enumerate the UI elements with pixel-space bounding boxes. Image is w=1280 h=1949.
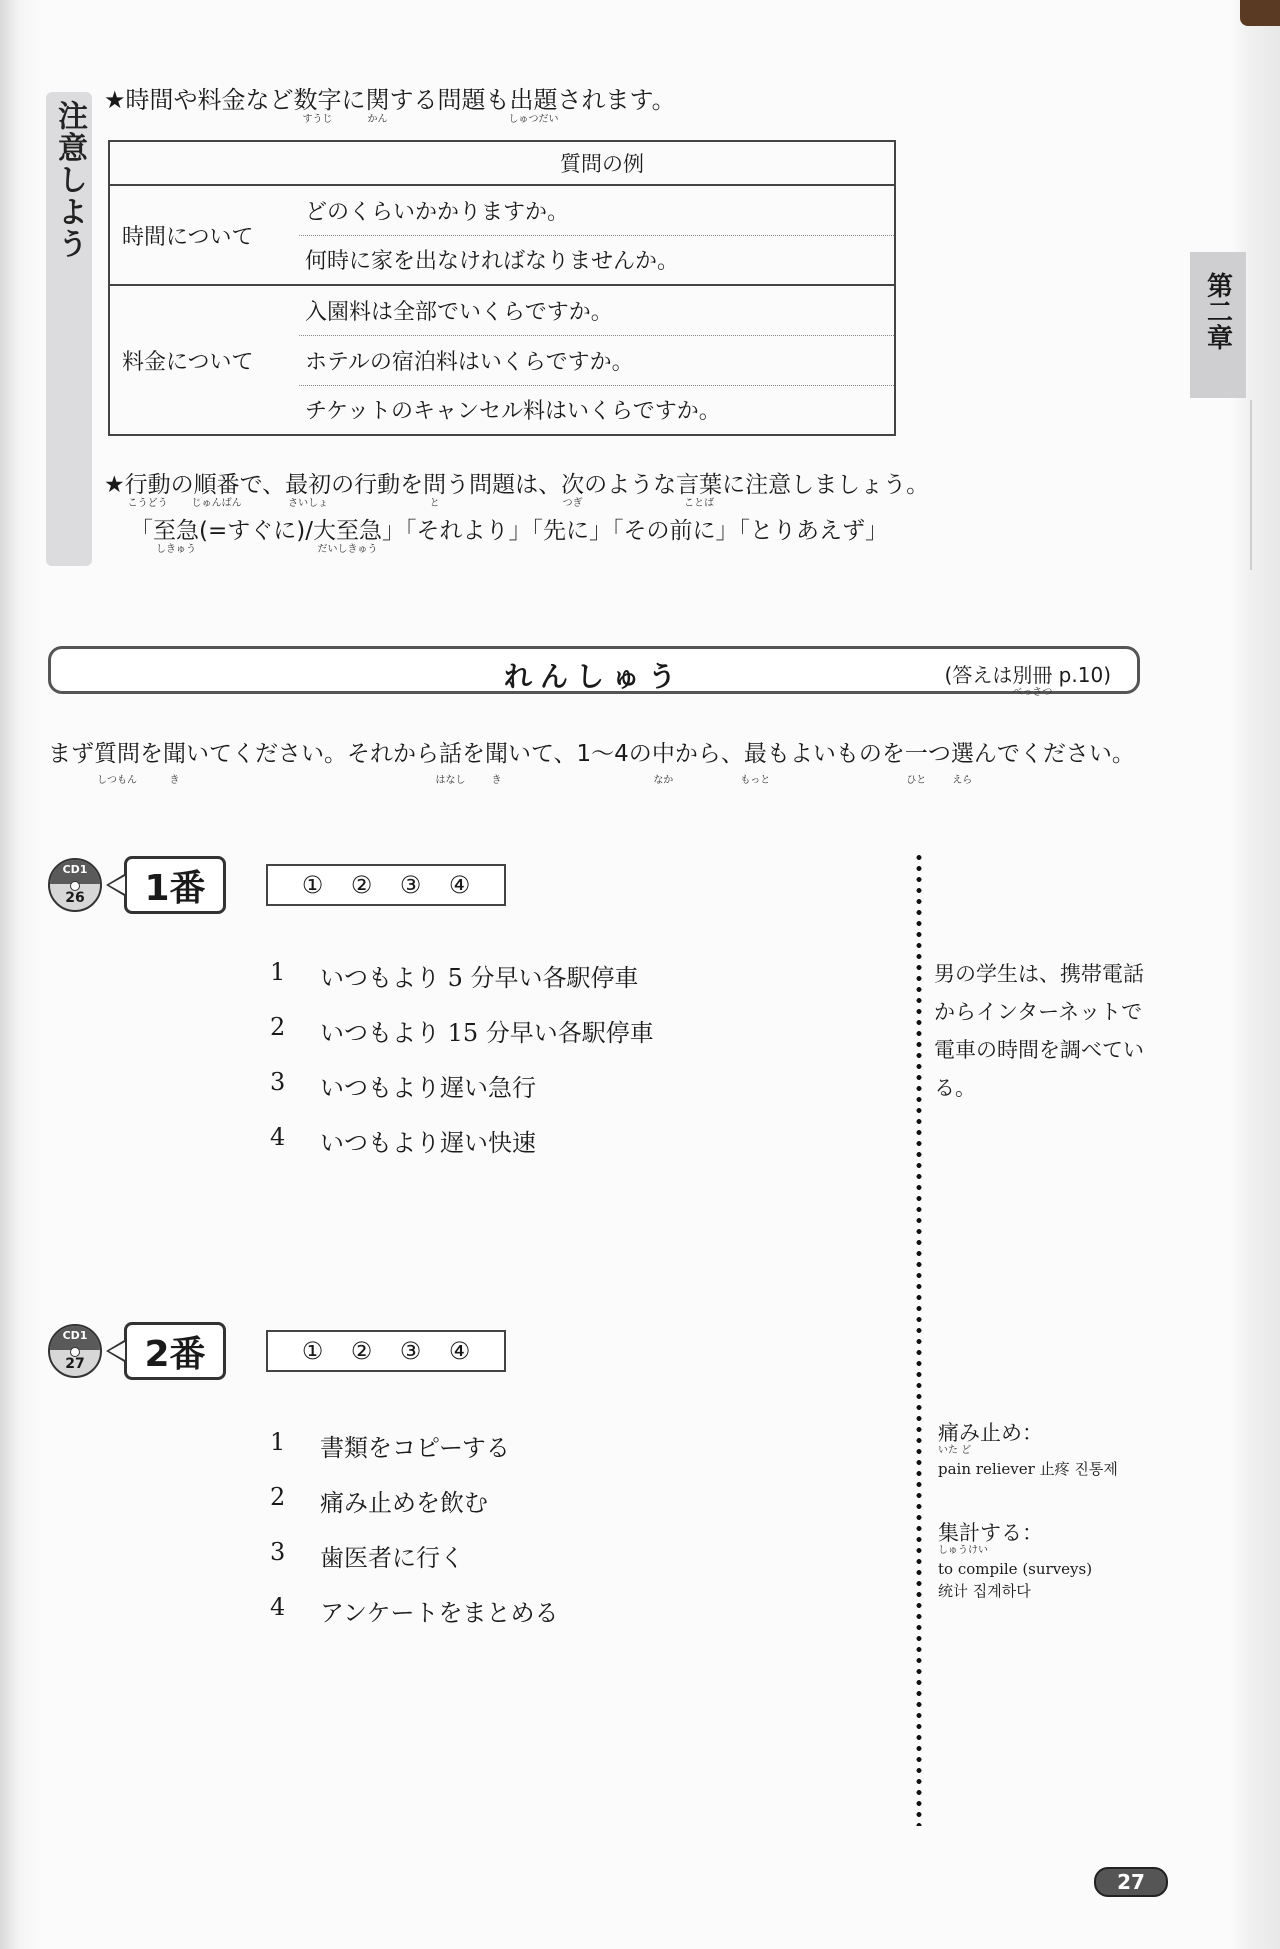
text-run: されます。: [557, 86, 676, 114]
practice-title: れんしゅう: [503, 660, 684, 693]
text-run: で、: [239, 472, 286, 498]
ruby-word: 数字 すうじ: [293, 86, 342, 125]
ruby-text: いた ど: [938, 1445, 972, 1456]
text-run: に注意しましょう。: [722, 472, 930, 498]
choice-3[interactable]: ③: [399, 1337, 422, 1365]
ref-prefix: (答えは: [944, 663, 1013, 687]
option-text: いつもより遅い快速: [320, 1129, 536, 1157]
term-text: 痛み止め：: [938, 1421, 1043, 1445]
chapter-label: 第二章: [1202, 272, 1233, 350]
problem-2-options: [270, 1428, 559, 1648]
option-text: 歯医者に行く: [320, 1544, 464, 1572]
option-number: 2: [270, 1483, 286, 1511]
text-run: (=すぐに)/: [199, 518, 313, 544]
choice-1[interactable]: ①: [301, 1337, 324, 1365]
term-text: 集計する：: [938, 1521, 1043, 1545]
ruby-text: と: [429, 498, 440, 509]
problem-1-header: [48, 856, 506, 914]
text-run: いて、1～4の: [508, 741, 652, 767]
option-number: 1: [270, 958, 286, 986]
table-row: チケットのキャンセル料はいくらですか。: [305, 399, 721, 425]
table-row: 入園料は全部でいくらですか。: [299, 285, 895, 335]
problem-1-options: [270, 958, 654, 1178]
glossary-definition: pain reliever 止疼 진통제: [938, 1460, 1118, 1478]
ruby-text: さいしょ: [288, 498, 329, 509]
dotted-divider: [916, 852, 922, 1826]
ruby-word: 至急 しきゅう: [153, 518, 199, 555]
table-header: 質問の例: [109, 141, 895, 185]
ruby-text: しゅうけい: [938, 1545, 988, 1556]
cd-label: CD1: [50, 860, 100, 884]
choice-4[interactable]: ④: [448, 871, 471, 899]
ruby-text: えら: [952, 775, 973, 786]
table-row: ホテルの宿泊料はいくらですか。: [299, 335, 895, 385]
caution-tab: [46, 92, 92, 566]
ruby-text: じゅんばん: [191, 498, 242, 509]
text-run: 「: [130, 518, 153, 544]
option-text: 痛み止めを飲む: [320, 1489, 488, 1517]
text-run: を: [462, 741, 485, 767]
ruby-word: 問 と: [423, 472, 447, 509]
text-run: う問題は、: [446, 472, 562, 498]
option-number: 4: [270, 1593, 286, 1621]
text-run: を: [140, 741, 163, 767]
option-number: 3: [270, 1538, 286, 1566]
problem-number: 1番: [124, 856, 226, 914]
glossary-term: [938, 1520, 1043, 1556]
text-run: いてください。それから: [186, 741, 439, 767]
ruby-word: 言葉 ことば: [676, 472, 723, 509]
list-item: [270, 1428, 559, 1483]
ruby-text: かん: [367, 114, 388, 125]
text-run: のような: [584, 472, 677, 498]
table-row: どのくらいかかりますか。: [299, 185, 895, 235]
list-item: [270, 1593, 559, 1648]
option-text: いつもより 15 分早い各駅停車: [320, 1019, 654, 1047]
ruby-text: すうじ: [302, 114, 333, 125]
glossary-item: [938, 1520, 1158, 1602]
ruby-text: なか: [653, 775, 674, 786]
text-run: の: [170, 472, 194, 498]
option-text: 書類をコピーする: [320, 1434, 510, 1462]
answer-choices: [266, 864, 506, 906]
note-action-order: [104, 466, 930, 509]
text-run: もよいものを: [766, 741, 905, 767]
ref-word-text: 別冊: [1012, 663, 1053, 687]
ruby-text: しつもん: [97, 775, 137, 786]
ruby-text: しきゅう: [156, 544, 196, 555]
caution-tab-label: 注意しよう: [52, 100, 87, 260]
note-numbers: [104, 80, 676, 125]
text-run: する問題も: [389, 86, 510, 114]
ruby-text: はなし: [435, 775, 466, 786]
list-item: [270, 1013, 654, 1068]
ruby-word: 中 なか: [651, 741, 675, 786]
ruby-word: 聞 き: [163, 741, 186, 786]
ref-suffix: p.10): [1052, 663, 1111, 687]
ruby-word: 最 もっと: [740, 741, 771, 786]
ruby-word: 聞 き: [485, 741, 508, 786]
problem-number: 2番: [124, 1322, 226, 1380]
book-corner: [1240, 0, 1280, 26]
option-number: 2: [270, 1013, 286, 1041]
table-row: 何時に家を出なければなりませんか。: [299, 235, 895, 285]
list-item: [270, 1483, 559, 1538]
option-text: いつもより遅い急行: [320, 1074, 536, 1102]
pointer-icon: [106, 873, 126, 897]
list-item: [270, 1068, 654, 1123]
ref-word: [1012, 659, 1053, 698]
category-fee: 料金について: [122, 349, 254, 375]
text-run: つ: [927, 741, 951, 767]
ruby-word: 順番 じゅんばん: [191, 472, 242, 509]
text-run: んでください。: [973, 741, 1135, 767]
problem-1-sidenote: 男の学生は、携帯電話からインターネットで電車の時間を調べている。: [934, 962, 1144, 1100]
choice-4[interactable]: ④: [448, 1337, 471, 1365]
ruby-word: 大至急 だいしきゅう: [312, 518, 382, 555]
text-run: 」「それより」「先に」「その前に」「とりあえず」: [381, 518, 888, 544]
choice-3[interactable]: ③: [399, 871, 422, 899]
instructions: [48, 732, 1148, 786]
ruby-word: 最初 さいしょ: [285, 472, 332, 509]
choice-1[interactable]: ①: [301, 871, 324, 899]
choice-2[interactable]: ②: [350, 1337, 373, 1365]
ruby-word: 質問 しつもん: [94, 741, 140, 786]
text-run: の行動を: [331, 472, 424, 498]
list-item: [270, 1123, 654, 1178]
page-edge: [1250, 400, 1252, 570]
text-run: ★: [104, 472, 125, 498]
option-text: アンケートをまとめる: [320, 1599, 559, 1627]
track-number: 26: [65, 890, 85, 906]
ruby-text: き: [169, 775, 180, 786]
ruby-text: こうどう: [127, 498, 168, 509]
glossary-definition: to compile (surveys): [938, 1560, 1093, 1578]
list-item: [270, 958, 654, 1013]
text-run: に: [341, 86, 366, 114]
ruby-word: 次 つぎ: [561, 472, 585, 509]
ruby-text: つぎ: [562, 498, 583, 509]
category-time: 時間について: [109, 185, 299, 285]
ruby-word: 関 かん: [365, 86, 390, 125]
cd-track-icon: [48, 858, 102, 912]
ruby-text: もっと: [740, 775, 771, 786]
page-number: 27: [1094, 1867, 1168, 1897]
ruby-text: だいしきゅう: [317, 544, 378, 555]
option-number: 1: [270, 1428, 286, 1456]
option-number: 4: [270, 1123, 286, 1151]
option-text: いつもより 5 分早い各駅停車: [320, 964, 639, 992]
ruby-text: ひと: [906, 775, 927, 786]
question-examples-table: [108, 140, 896, 436]
glossary-definition-2: 统计 집계하다: [938, 1582, 1031, 1600]
glossary-term: [938, 1420, 1043, 1456]
ruby-word: 出題 しゅつだい: [508, 86, 559, 125]
track-number: 27: [65, 1356, 85, 1372]
option-number: 3: [270, 1068, 286, 1096]
choice-2[interactable]: ②: [350, 871, 373, 899]
glossary-item: [938, 1420, 1158, 1480]
cd-label: CD1: [50, 1326, 100, 1350]
note-keywords: [130, 512, 888, 555]
chapter-tab: [1190, 252, 1246, 398]
ruby-word: 行動 こうどう: [124, 472, 171, 509]
ruby-text: き: [491, 775, 502, 786]
problem-2-header: [48, 1322, 506, 1380]
ruby-word: 話 はなし: [435, 741, 466, 786]
practice-header: [48, 646, 1140, 698]
text-run: まず: [48, 741, 94, 767]
ruby-text: しゅつだい: [508, 114, 559, 125]
ruby-word: 一 ひと: [904, 741, 928, 786]
ruby-word: 選 えら: [950, 741, 974, 786]
text-run: から、: [674, 741, 744, 767]
list-item: [270, 1538, 559, 1593]
answer-choices: [266, 1330, 506, 1372]
answer-reference: [944, 659, 1111, 698]
cd-track-icon: [48, 1324, 102, 1378]
ruby-text: ことば: [684, 498, 715, 509]
ruby-text: べっさつ: [1012, 687, 1053, 698]
pointer-icon: [106, 1339, 126, 1363]
text-run: ★時間や料金など: [104, 86, 294, 114]
